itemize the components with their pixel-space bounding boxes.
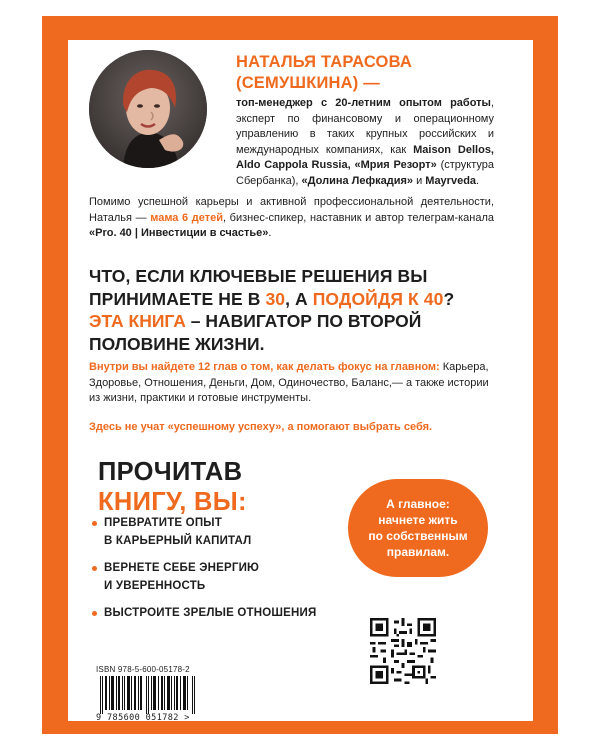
bio2-channel: «Pro. 40 | Инвестиции в счастье» [89, 227, 269, 240]
headline-question-mark: ? [443, 288, 455, 309]
big-title-line2: КНИГУ, ВЫ: [98, 488, 247, 516]
bullet-dot-icon [92, 566, 97, 571]
bullet-dot-icon [92, 521, 97, 526]
badge-line2: начнете жить [378, 513, 458, 527]
headline-question-part1: ЧТО, ЕСЛИ КЛЮЧЕВЫЕ РЕШЕНИЯ ВЫ ПРИНИМАЕТЕ НЕ В [89, 266, 428, 309]
intro-text: Карьера, Здоровье, Отношения, Деньги, Дом, Одиночество, Баланс,— а также истории из жизни, практики и готовые инструменты. [89, 361, 489, 405]
badge-line3: по собственным [368, 529, 468, 543]
bio-description: , эксперт по финансовому и операционному управлению в таких крупных российских и международных компаниях, как [236, 97, 494, 156]
headline-this-book: ЭТА КНИГА [89, 311, 186, 331]
benefit-2-line2: И УВЕРЕННОСТЬ [104, 579, 206, 592]
bio2-text: Помимо успешной карьеры и активной профессиональной деятельности, Наталья — [89, 196, 494, 224]
main-message-badge [348, 479, 488, 577]
bio-and: и [413, 174, 426, 187]
list-item [92, 605, 362, 623]
bio-companies-2: «Долина Лефкадия» [301, 174, 414, 187]
note-paragraph: Здесь не учат «успешному успеху», а помогают выбрать себя. [89, 421, 433, 433]
bio2-text2: , бизнес-спикер, наставник и автор телеграм-канала [223, 211, 495, 224]
isbn-label: ISBN 978-5-600-05178-2 [96, 665, 190, 674]
bullet-dot-icon [92, 611, 97, 616]
author-bio-extra [89, 195, 494, 242]
bio-role: топ-менеджер с 20-летним опытом работы [236, 97, 491, 109]
headline-navigator-text: – НАВИГАТОР ПО ВТОРОЙ ПОЛОВИНЕ ЖИЗНИ. [89, 311, 422, 354]
author-photo [89, 50, 207, 168]
benefit-2-line1: ВЕРНЕТЕ СЕБЕ ЭНЕРГИЮ [104, 562, 260, 574]
benefit-1-line2: В КАРЬЕРНЫЙ КАПИТАЛ [104, 534, 252, 547]
headline-question-part2: , А [285, 288, 313, 309]
author-bio-main [236, 96, 494, 190]
bio-period: . [476, 174, 480, 187]
author-name [236, 52, 526, 94]
benefit-3-line1: ВЫСТРОИТЕ ЗРЕЛЫЕ ОТНОШЕНИЯ [104, 607, 317, 619]
headline-age-40: ПОДОЙДЯ К 40 [312, 288, 444, 309]
benefit-1-line1: ПРЕВРАТИТЕ ОПЫТ [104, 517, 222, 529]
barcode-icon [96, 676, 201, 714]
badge-line1: А главное: [386, 497, 450, 511]
qr-code-icon [370, 618, 436, 684]
author-name-line2: (СЕМУШКИНА) — [236, 74, 380, 92]
headline-age-30: 30 [265, 288, 286, 309]
headline-navigator [89, 310, 509, 355]
bio2-highlight: мама 6 детей [150, 211, 223, 224]
benefits-list [92, 515, 362, 633]
bio-companies-3: Mayrveda [425, 174, 477, 187]
bio-companies-1: Maison Dellos, Aldo Cappola Russia, «Мрия Резорт» [236, 143, 494, 172]
back-cover-page [68, 40, 533, 721]
bio2-end: . [268, 227, 272, 240]
list-item [92, 560, 362, 595]
barcode-digits: 9 785600 051782 > [96, 713, 190, 723]
badge-line4: правилам. [386, 545, 450, 559]
intro-lead: Внутри вы найдете 12 глав о том, как делать фокус на главном: [89, 361, 440, 373]
list-item [92, 515, 362, 550]
headline-question [89, 265, 509, 310]
bio-companies-suffix: (структура Сбербанка), [236, 159, 494, 187]
author-portrait-icon [89, 50, 207, 168]
big-title-line1: ПРОЧИТАВ [98, 458, 243, 486]
author-name-line1: НАТАЛЬЯ ТАРАСОВА [236, 53, 412, 71]
intro-paragraph [89, 360, 494, 407]
